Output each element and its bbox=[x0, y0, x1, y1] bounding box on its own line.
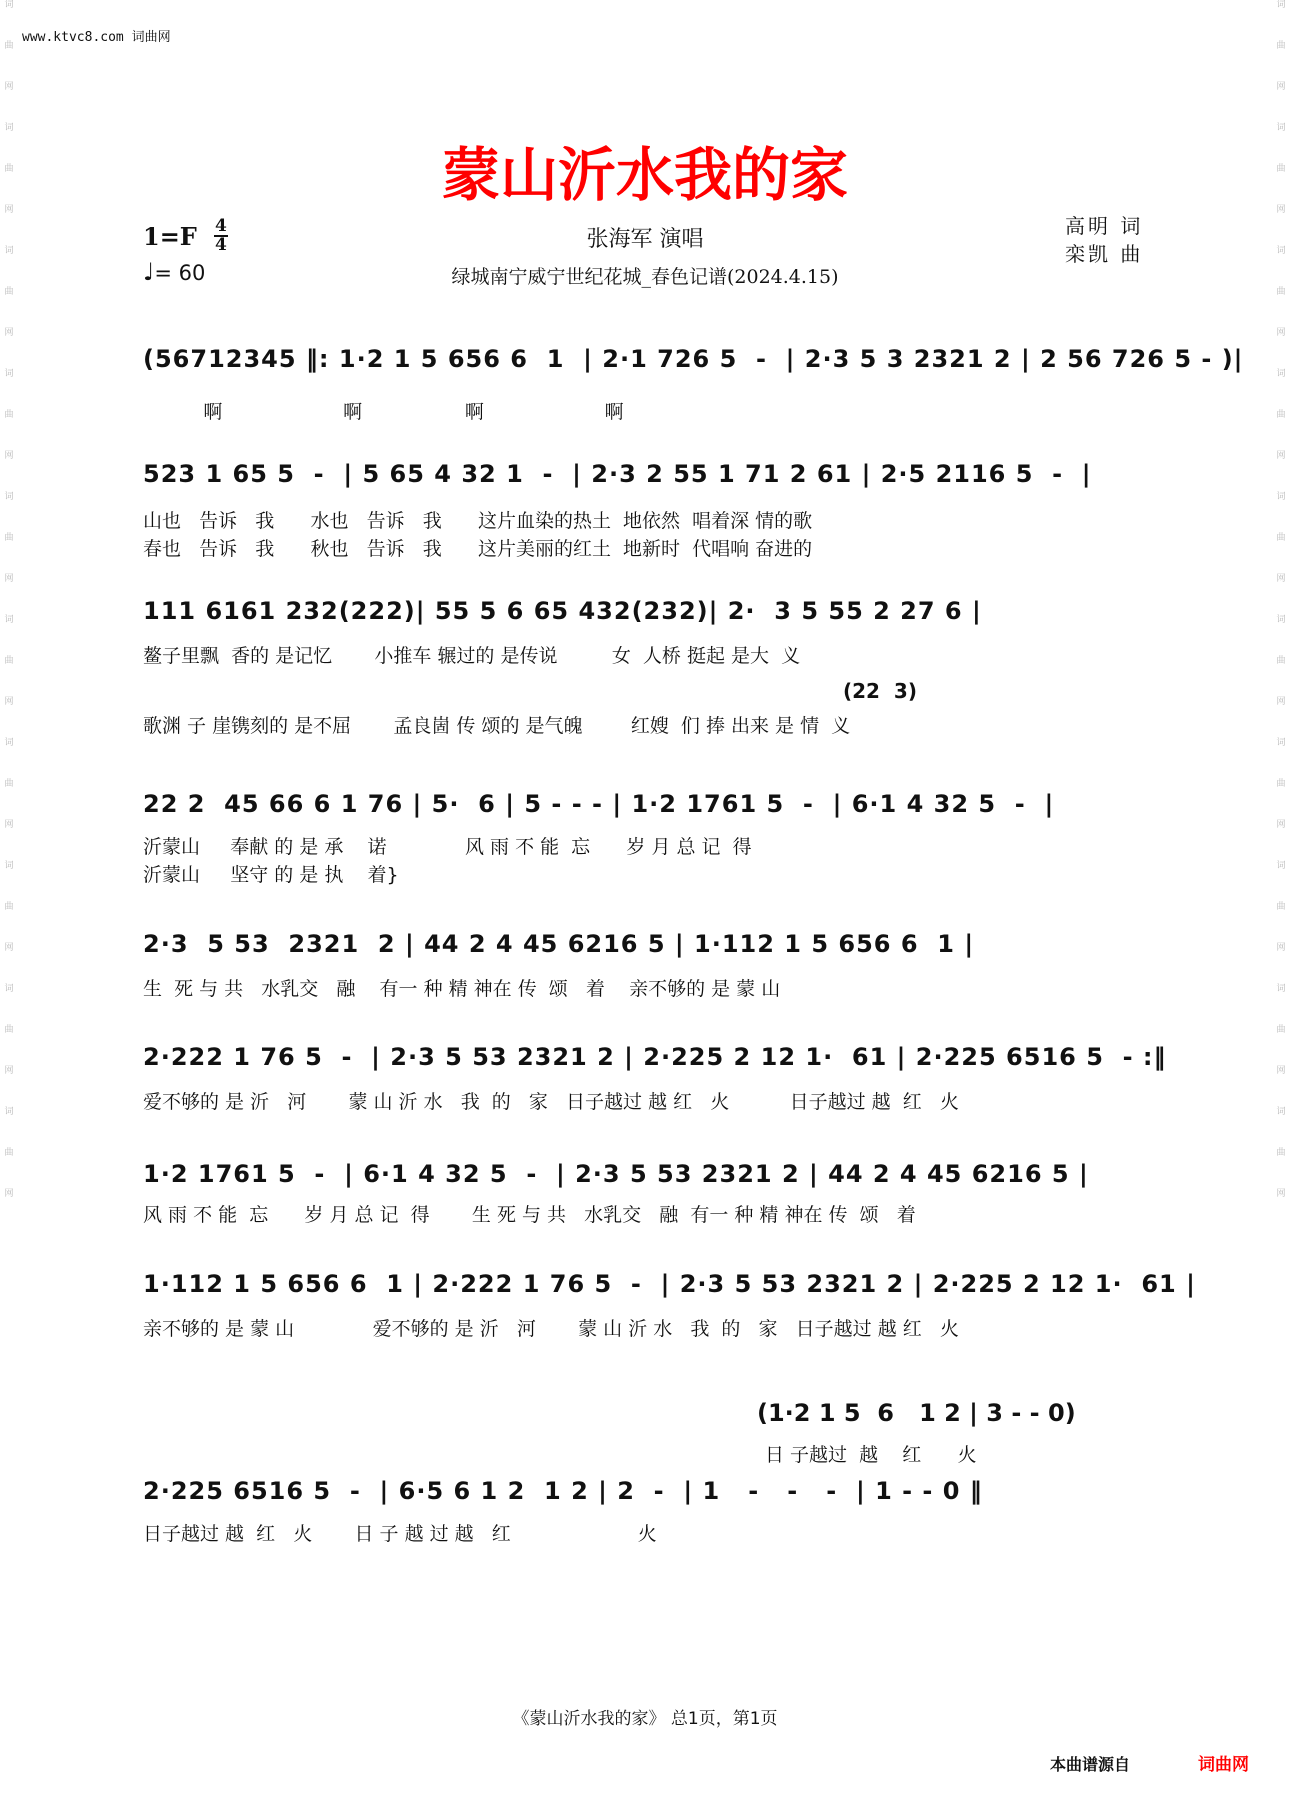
notation-line: 111 6161 232(222)| 55 5 6 65 432(232)| 2· 3 5 55 2 27 6 | bbox=[143, 597, 982, 625]
watermark-glyph: 词 bbox=[4, 123, 14, 133]
watermark-glyph: 曲 bbox=[4, 902, 14, 912]
watermark-glyph: 网 bbox=[4, 1066, 14, 1076]
alternate-notes: (22 3) bbox=[843, 679, 917, 703]
watermark-glyph: 词 bbox=[1276, 1107, 1286, 1117]
watermark-glyph: 词 bbox=[4, 861, 14, 871]
lyric-line: 沂蒙山 坚守 的 是 执 着} bbox=[143, 864, 399, 886]
lyricist-credit: 高明 词 bbox=[1065, 214, 1144, 238]
watermark-glyph: 曲 bbox=[4, 164, 14, 174]
composer-credit: 栾凯 曲 bbox=[1065, 242, 1144, 266]
lyric-line: 亲不够的 是 蒙 山 爱不够的 是 沂 河 蒙 山 沂 水 我 的 家 日子越过 越 红 火 bbox=[143, 1318, 959, 1340]
watermark-glyph: 词 bbox=[4, 615, 14, 625]
lyric-line: 风 雨 不 能 忘 岁 月 总 记 得 生 死 与 共 水乳交 融 有一 种 精 神在 传 颂 着 bbox=[143, 1204, 916, 1226]
time-signature-bottom: 4 bbox=[215, 235, 227, 255]
watermark-glyph: 曲 bbox=[1276, 902, 1286, 912]
watermark-glyph: 词 bbox=[1276, 984, 1286, 994]
watermark-glyph: 词 bbox=[1276, 615, 1286, 625]
watermark-glyph: 词 bbox=[1276, 246, 1286, 256]
watermark-glyph: 网 bbox=[4, 820, 14, 830]
watermark-glyph: 词 bbox=[4, 738, 14, 748]
watermark-glyph: 曲 bbox=[1276, 533, 1286, 543]
watermark-glyph: 网 bbox=[1276, 205, 1286, 215]
watermark-glyph: 网 bbox=[1276, 82, 1286, 92]
coda-alternate-lyrics: 日 子越过 越 红 火 bbox=[765, 1444, 977, 1466]
brand-link[interactable]: 词曲网 bbox=[1198, 1755, 1249, 1775]
watermark-glyph: 网 bbox=[4, 697, 14, 707]
site-url[interactable]: www.ktvc8.com 词曲网 bbox=[22, 30, 171, 45]
watermark-glyph: 网 bbox=[1276, 820, 1286, 830]
lyric-line: 啊 啊 啊 啊 bbox=[143, 401, 624, 423]
watermark-glyph: 网 bbox=[1276, 574, 1286, 584]
watermark-glyph: 词 bbox=[1276, 0, 1286, 10]
watermark-glyph: 曲 bbox=[1276, 1025, 1286, 1035]
watermark-glyph: 网 bbox=[1276, 943, 1286, 953]
watermark-glyph: 曲 bbox=[1276, 41, 1286, 51]
tempo-value: = 60 bbox=[154, 261, 206, 285]
notation-line: 2·222 1 76 5 - | 2·3 5 53 2321 2 | 2·225 2 12 1· 61 | 2·225 6516 5 - :‖ bbox=[143, 1043, 1167, 1071]
watermark-glyph: 词 bbox=[1276, 369, 1286, 379]
lyric-line: 爱不够的 是 沂 河 蒙 山 沂 水 我 的 家 日子越过 越 红 火 日子越过 越 红 火 bbox=[143, 1091, 959, 1113]
notation-line: 2·225 6516 5 - | 6·5 6 1 2 1 2 | 2 - | 1 - - - | 1 - - 0 ‖ bbox=[143, 1477, 983, 1505]
watermark-glyph: 曲 bbox=[4, 1148, 14, 1158]
singer-credit: 张海军 演唱 bbox=[586, 227, 704, 252]
lyric-line: 日子越过 越 红 火 日 子 越 过 越 红 火 bbox=[143, 1523, 657, 1545]
notation-line: 1·2 1761 5 - | 6·1 4 32 5 - | 2·3 5 53 2321 2 | 44 2 4 45 6216 5 | bbox=[143, 1160, 1089, 1188]
lyric-line: 歌渊 子 崖镌刻的 是不屈 孟良崮 传 颂的 是气魄 红嫂 们 捧 出来 是 情 义 bbox=[143, 715, 851, 737]
lyric-line: 春也 告诉 我 秋也 告诉 我 这片美丽的红土 地新时 代唱响 奋进的 bbox=[143, 538, 813, 560]
watermark-glyph: 网 bbox=[4, 328, 14, 338]
watermark-glyph: 曲 bbox=[1276, 164, 1286, 174]
transcriber-credit: 绿城南宁威宁世纪花城_春色记谱(2024.4.15) bbox=[451, 266, 839, 288]
watermark-glyph: 词 bbox=[1276, 861, 1286, 871]
watermark-glyph: 曲 bbox=[4, 410, 14, 420]
watermark-glyph: 曲 bbox=[4, 1025, 14, 1035]
watermark-glyph: 网 bbox=[1276, 328, 1286, 338]
key-signature: 1=F bbox=[143, 222, 197, 251]
watermark-glyph: 曲 bbox=[1276, 779, 1286, 789]
watermark-glyph: 网 bbox=[1276, 1189, 1286, 1199]
watermark-glyph: 网 bbox=[4, 1189, 14, 1199]
watermark-glyph: 词 bbox=[1276, 123, 1286, 133]
watermark-glyph: 曲 bbox=[1276, 1148, 1286, 1158]
watermark-glyph: 网 bbox=[4, 82, 14, 92]
watermark-glyph: 曲 bbox=[1276, 410, 1286, 420]
watermark-glyph: 曲 bbox=[4, 656, 14, 666]
watermark-glyph: 词 bbox=[4, 1107, 14, 1117]
page-footer: 《蒙山沂水我的家》 总1页，第1页 bbox=[512, 1709, 778, 1729]
lyric-line: 沂蒙山 奉献 的 是 承 诺 风 雨 不 能 忘 岁 月 总 记 得 bbox=[143, 836, 752, 858]
song-title: 蒙山沂水我的家 bbox=[441, 141, 848, 209]
watermark-glyph: 网 bbox=[1276, 1066, 1286, 1076]
source-label: 本曲谱源自 bbox=[1050, 1755, 1131, 1774]
watermark-glyph: 曲 bbox=[1276, 656, 1286, 666]
time-signature-top: 4 bbox=[215, 216, 227, 236]
watermark-glyph: 网 bbox=[4, 451, 14, 461]
watermark-glyph: 曲 bbox=[1276, 287, 1286, 297]
quarter-note-icon: ♩ bbox=[143, 258, 155, 286]
notation-line: 523 1 65 5 - | 5 65 4 32 1 - | 2·3 2 55 1 71 2 61 | 2·5 2116 5 - | bbox=[143, 460, 1092, 488]
notation-line: (56712345 ‖: 1·2 1 5 656 6 1 | 2·1 726 5 - | 2·3 5 3 2321 2 | 2 56 726 5 - )| bbox=[143, 345, 1244, 373]
watermark-glyph: 词 bbox=[4, 492, 14, 502]
watermark-glyph: 词 bbox=[1276, 492, 1286, 502]
watermark-glyph: 网 bbox=[4, 574, 14, 584]
watermark-glyph: 网 bbox=[1276, 697, 1286, 707]
watermark-glyph: 曲 bbox=[4, 533, 14, 543]
lyric-line: 生 死 与 共 水乳交 融 有一 种 精 神在 传 颂 着 亲不够的 是 蒙 山 bbox=[143, 978, 781, 1000]
watermark-glyph: 词 bbox=[4, 369, 14, 379]
watermark-glyph: 网 bbox=[1276, 451, 1286, 461]
watermark-glyph: 曲 bbox=[4, 779, 14, 789]
coda-alternate-notes: (1·2 1 5 6 1 2 | 3 - - 0) bbox=[757, 1399, 1076, 1427]
watermark-glyph: 网 bbox=[4, 205, 14, 215]
watermark-glyph: 词 bbox=[4, 0, 14, 10]
watermark-glyph: 词 bbox=[4, 984, 14, 994]
notation-line: 1·112 1 5 656 6 1 | 2·222 1 76 5 - | 2·3 5 53 2321 2 | 2·225 2 12 1· 61 | bbox=[143, 1270, 1196, 1298]
watermark-glyph: 曲 bbox=[4, 287, 14, 297]
watermark-glyph: 词 bbox=[1276, 738, 1286, 748]
watermark-glyph: 曲 bbox=[4, 41, 14, 51]
watermark-glyph: 词 bbox=[4, 246, 14, 256]
notation-line: 2·3 5 53 2321 2 | 44 2 4 45 6216 5 | 1·112 1 5 656 6 1 | bbox=[143, 930, 975, 958]
lyric-line: 山也 告诉 我 水也 告诉 我 这片血染的热土 地依然 唱着深 情的歌 bbox=[143, 510, 813, 532]
watermark-glyph: 网 bbox=[4, 943, 14, 953]
lyric-line: 鳌子里飘 香的 是记忆 小推车 辗过的 是传说 女 人桥 挺起 是大 义 bbox=[143, 645, 801, 667]
notation-line: 22 2 45 66 6 1 76 | 5· 6 | 5 - - - | 1·2 1761 5 - | 6·1 4 32 5 - | bbox=[143, 790, 1055, 818]
